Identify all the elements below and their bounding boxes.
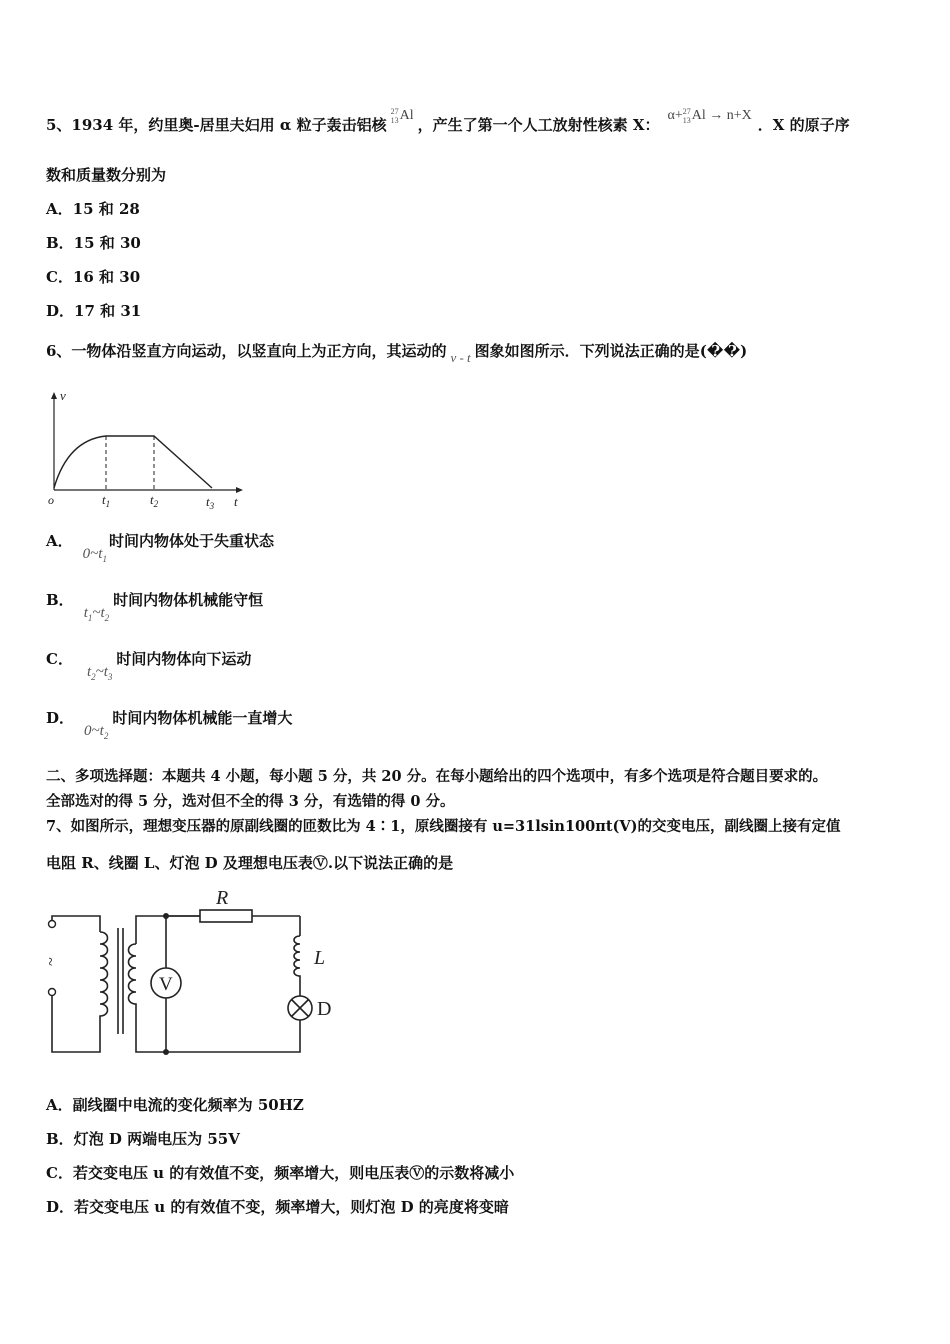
q6-stem — [46, 340, 748, 365]
q5-eq-mass: 27 — [682, 107, 691, 116]
vt-t-label: t — [234, 494, 238, 509]
junction-top — [163, 913, 169, 919]
q6-option-b-text: 时间内物体机械能守恒 — [113, 591, 264, 609]
q6-option-d-letter: D． — [46, 709, 75, 727]
q7-option-a: A．副线圈中电流的变化频率为 50HZ — [46, 1096, 304, 1114]
vt-origin-label: o — [48, 493, 54, 507]
lamp-label: D — [317, 998, 332, 1020]
q5-text-c: ．X 的原子序 — [757, 116, 850, 134]
q6-option-d — [46, 707, 293, 741]
q6-option-a — [46, 530, 274, 564]
voltmeter-label: V — [159, 974, 173, 995]
q6-option-c-text: 时间内物体向下运动 — [116, 650, 252, 668]
q7-circuit-diagram — [40, 884, 350, 1064]
inductor-coil — [294, 936, 300, 992]
junction-bottom — [163, 1049, 169, 1055]
q5-eq-alpha: α+ — [667, 108, 683, 123]
q6-option-a-math: $0\sim t_1$ — [82, 546, 107, 564]
q5-text-a: 5、1934 年，约里奥-居里夫妇用 α 粒子轰击铝核 — [46, 116, 387, 134]
q5-reaction-equation — [668, 107, 752, 125]
inductor-label: L — [314, 947, 326, 969]
q5-option-c: C．16 和 30 — [46, 268, 141, 286]
source-symbol: ~ — [43, 957, 60, 966]
resistor-r — [200, 910, 252, 922]
q5-nuc-mass: 27 — [390, 107, 399, 116]
resistor-label: R — [216, 887, 229, 909]
vt-t2-sub: 2 — [153, 499, 159, 509]
vt-t3-t: t — [206, 494, 210, 509]
q5-text-d: 数和质量数分别为 — [46, 166, 167, 184]
q6-option-c-math: $t_2\sim t_3$ — [86, 664, 113, 682]
section2-line2: 全部选对的得 5 分，选对但不全的得 3 分，有选错的得 0 分。 — [46, 793, 455, 810]
q5-text-b: ，产生了第一个人工放射性核素 X： — [417, 116, 660, 134]
q6-paren: (��) — [699, 342, 748, 360]
vt-t3-sub: 3 — [209, 501, 215, 511]
q6-option-d-math: $0\sim t_2$ — [84, 723, 109, 741]
q5-option-b: B．15 和 30 — [46, 234, 141, 252]
q6-option-b-letter: B． — [46, 591, 74, 609]
primary-wire-bottom — [52, 996, 100, 1052]
q6-option-c-letter: C． — [46, 650, 73, 668]
q7-option-c: C．若交变电压 u 的有效值不变，频率增大，则电压表Ⓥ的示数将减小 — [46, 1164, 515, 1182]
primary-wire — [52, 916, 100, 932]
q6-option-b — [46, 589, 264, 623]
source-terminal-top — [49, 921, 56, 928]
q5-option-a: A．15 和 28 — [46, 200, 140, 218]
vt-t2-t: t — [150, 492, 154, 507]
source-terminal-bottom — [49, 989, 56, 996]
vt-t1-t: t — [102, 492, 106, 507]
q6-vt-label: v - t — [450, 350, 471, 365]
q6-text-a: 6、一物体沿竖直方向运动，以竖直向上为正方向，其运动的 — [46, 342, 447, 360]
q5-aluminum-nucleus — [390, 107, 414, 135]
q7-option-d: D．若交变电压 u 的有效值不变，频率增大，则灯泡 D 的亮度将变暗 — [46, 1198, 509, 1216]
vt-v-label: v — [60, 388, 66, 403]
q7-option-b: B．灯泡 D 两端电压为 55V — [46, 1130, 240, 1148]
primary-coil — [100, 932, 108, 1034]
vt-t1-sub: 1 — [105, 499, 111, 509]
q5-eq-charge: 13 — [682, 116, 691, 125]
q5-nuc-symbol: Al — [399, 108, 414, 123]
q7-stem-line1: 7、如图所示，理想变压器的原副线圈的匝数比为 4∶1，原线圈接有 u=31lsin100πt(V)的交变电压，副线圈上接有定值 — [46, 818, 841, 835]
secondary-coil — [129, 944, 137, 1014]
section2-line1: 二、多项选择题：本题共 4 小题，每小题 5 分，共 20 分。在每小题给出的四个选项中，有多个选项是符合题目要求的。 — [46, 768, 828, 785]
q5-eq-rest: Al → n+X — [691, 108, 752, 123]
q6-option-b-math: $t_1\sim t_2$ — [83, 605, 110, 623]
q5-stem-line1 — [46, 107, 850, 135]
q6-option-c — [46, 648, 252, 682]
q5-nuc-charge: 13 — [390, 116, 399, 125]
q6-text-b: 图象如图所示．下列说法正确的是 — [474, 342, 700, 360]
q6-option-a-letter: A． — [46, 532, 73, 550]
q6-option-d-text: 时间内物体机械能一直增大 — [112, 709, 293, 727]
secondary-wire-top — [136, 916, 200, 944]
q5-option-d: D．17 和 31 — [46, 302, 142, 320]
q6-vt-graph — [44, 388, 254, 513]
q6-option-a-text: 时间内物体处于失重状态 — [108, 532, 274, 550]
q7-stem-line2: 电阻 R、线圈 L、灯泡 D 及理想电压表Ⓥ.以下说法正确的是 — [46, 854, 454, 872]
secondary-wire-bottom — [136, 1014, 300, 1052]
